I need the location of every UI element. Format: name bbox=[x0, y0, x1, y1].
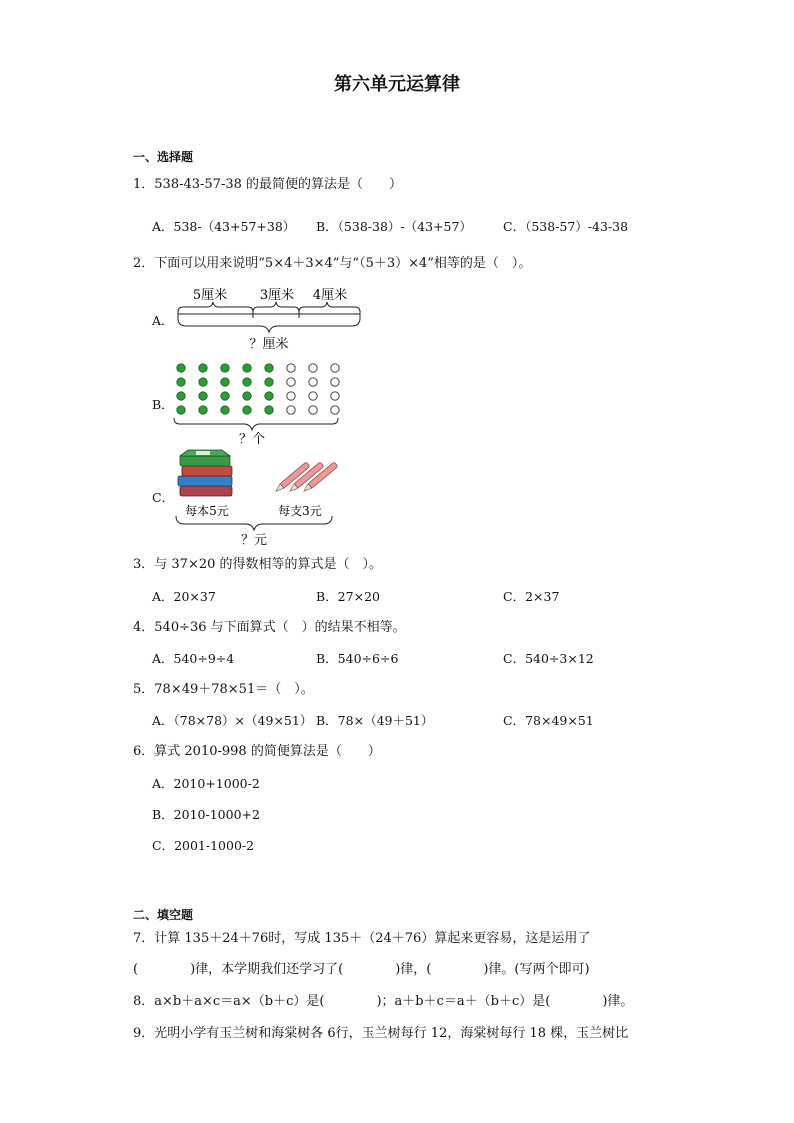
question-2-stem: 2．下面可以用来说明“5×4＋3×4”与“（5＋3）×4”相等的是（ ）。 bbox=[133, 256, 532, 271]
filled-dot bbox=[177, 378, 185, 386]
filled-dot bbox=[221, 406, 229, 414]
filled-dot bbox=[221, 378, 229, 386]
question-1-stem: 1．538-43-57-38 的最简便的算法是（ ） bbox=[133, 177, 403, 192]
question-1-option-a: A．538-（43+57+38） bbox=[152, 219, 296, 234]
books-and-pens-diagram bbox=[170, 448, 345, 548]
question-2-option-b-label: B． bbox=[152, 397, 174, 412]
question-7-line-1: 7．计算 135＋24＋76时，写成 135＋（24＋76）算起来更容易，这是运用了 bbox=[133, 931, 591, 946]
filled-dot bbox=[243, 364, 251, 372]
dot-brace bbox=[174, 418, 338, 430]
segment-label-3cm: 3厘米 bbox=[259, 288, 295, 303]
question-6-stem: 6．算式 2010-998 的简便算法是（ ） bbox=[133, 744, 381, 759]
question-4-option-b: B．540÷6÷6 bbox=[316, 651, 399, 666]
hollow-dot bbox=[331, 392, 339, 400]
books-icon bbox=[178, 450, 232, 496]
question-6-option-c: C．2001-1000-2 bbox=[152, 838, 255, 853]
price-brace bbox=[176, 516, 332, 530]
question-9-line: 9．光明小学有玉兰树和海棠树各 6行，玉兰树每行 12，海棠树每行 18 棵，玉兰树比 bbox=[133, 1026, 629, 1041]
dot-array-diagram bbox=[170, 360, 350, 445]
hollow-dot bbox=[331, 406, 339, 414]
top-brace-2 bbox=[253, 302, 299, 312]
filled-dot bbox=[265, 378, 273, 386]
filled-dot bbox=[199, 364, 207, 372]
filled-dot bbox=[221, 364, 229, 372]
question-3-option-c: C．2×37 bbox=[503, 589, 560, 604]
question-1-option-b: B．（538-38）-（43+57） bbox=[316, 219, 472, 234]
question-8-line: 8．a×b＋a×c＝a×（b＋c）是( )；a＋b＋c＝a＋（b＋c）是( )律。 bbox=[133, 994, 634, 1009]
question-5-option-b: B．78×（49＋51） bbox=[316, 713, 434, 728]
top-brace-3 bbox=[299, 302, 360, 312]
segment-label-5cm: 5厘米 bbox=[192, 288, 228, 303]
dot-total-label: ？个 bbox=[238, 432, 266, 445]
question-5-option-c: C．78×49×51 bbox=[503, 713, 594, 728]
hollow-dot bbox=[331, 364, 339, 372]
pen-price-label: 每支3元 bbox=[278, 504, 322, 518]
question-6-option-a: A．2010+1000-2 bbox=[152, 776, 260, 791]
filled-dot bbox=[199, 406, 207, 414]
hollow-dot bbox=[309, 364, 317, 372]
question-5-option-a: A．（78×78）×（49×51） bbox=[152, 713, 313, 728]
question-7-line-2: ( )律，本学期我们还学习了( )律，( )律。(写两个即可) bbox=[133, 962, 590, 977]
bottom-brace bbox=[178, 318, 360, 332]
pens-icon bbox=[274, 462, 338, 494]
section-heading-fill: 二、填空题 bbox=[133, 908, 194, 922]
book-price-label: 每本5元 bbox=[185, 504, 229, 518]
question-5-stem: 5．78×49＋78×51＝（ ）。 bbox=[133, 682, 314, 697]
filled-dot bbox=[265, 364, 273, 372]
filled-dot bbox=[221, 392, 229, 400]
filled-dot bbox=[177, 406, 185, 414]
price-total-label: ？元 bbox=[240, 533, 268, 548]
hollow-dot bbox=[287, 406, 295, 414]
filled-dot bbox=[265, 406, 273, 414]
top-brace-1 bbox=[178, 302, 253, 312]
hollow-dot bbox=[287, 378, 295, 386]
hollow-dot bbox=[331, 378, 339, 386]
question-1-option-c: C．（538-57）-43-38 bbox=[503, 219, 629, 234]
segment-total-label: ？厘米 bbox=[249, 337, 289, 352]
filled-dot bbox=[177, 364, 185, 372]
hollow-dot bbox=[309, 378, 317, 386]
page-title: 第六单元运算律 bbox=[334, 74, 460, 95]
filled-dot bbox=[243, 378, 251, 386]
hollow-dot bbox=[309, 392, 317, 400]
filled-dot bbox=[199, 392, 207, 400]
question-4-option-c: C．540÷3×12 bbox=[503, 651, 594, 666]
hollow-dot bbox=[287, 392, 295, 400]
question-6-option-b: B．2010-1000+2 bbox=[152, 807, 260, 822]
question-2-option-c-label: C． bbox=[152, 490, 175, 505]
filled-dot bbox=[243, 406, 251, 414]
filled-dot bbox=[265, 392, 273, 400]
filled-dot bbox=[199, 378, 207, 386]
filled-dot bbox=[243, 392, 251, 400]
question-3-stem: 3．与 37×20 的得数相等的算式是（ ）。 bbox=[133, 557, 383, 572]
hollow-dot bbox=[309, 406, 317, 414]
segment-brace-diagram bbox=[170, 282, 370, 357]
segment-label-4cm: 4厘米 bbox=[312, 288, 348, 303]
filled-dot bbox=[177, 392, 185, 400]
question-4-stem: 4．540÷36 与下面算式（ ）的结果不相等。 bbox=[133, 620, 406, 635]
hollow-dot bbox=[287, 364, 295, 372]
question-2-option-a-label: A． bbox=[152, 313, 174, 328]
question-3-option-b: B．27×20 bbox=[316, 589, 380, 604]
section-heading-choice: 一、选择题 bbox=[133, 150, 194, 164]
question-3-option-a: A．20×37 bbox=[152, 589, 216, 604]
question-4-option-a: A．540÷9÷4 bbox=[152, 651, 235, 666]
